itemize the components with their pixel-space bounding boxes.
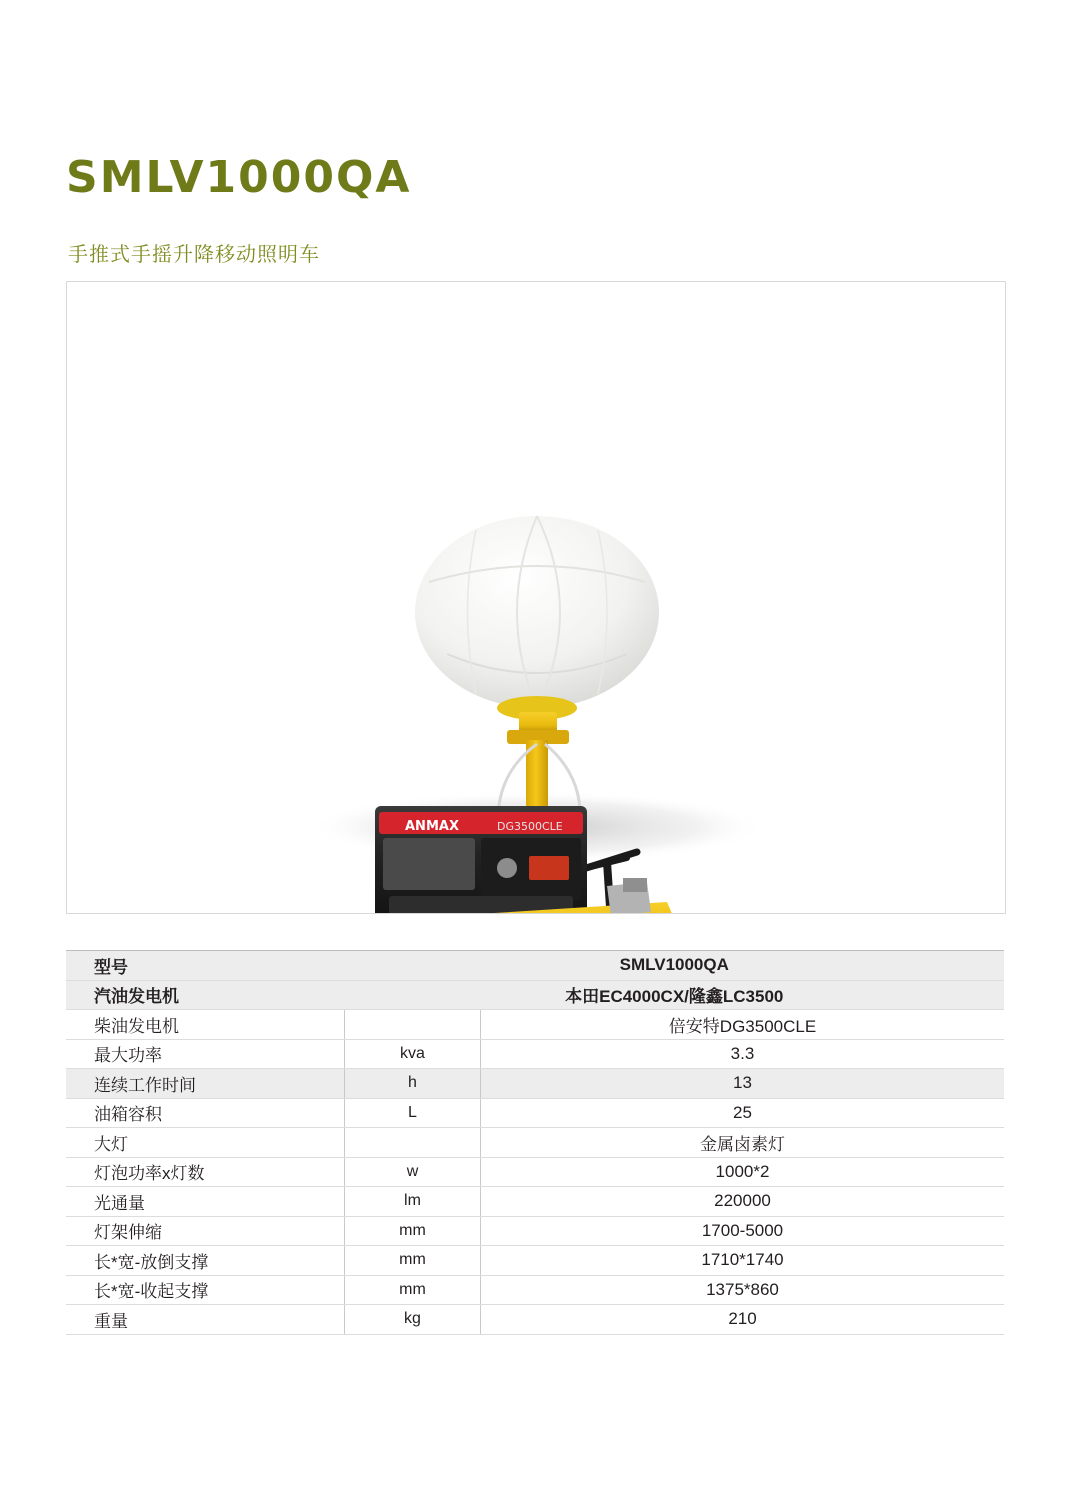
spec-unit-cell: mm bbox=[345, 1246, 481, 1276]
spec-value-cell: 3.3 bbox=[481, 1039, 1005, 1069]
table-row bbox=[66, 1246, 1004, 1276]
spec-name-cell: 灯架伸缩 bbox=[66, 1216, 345, 1246]
spec-name-cell: 汽油发电机 bbox=[66, 980, 345, 1010]
spec-value-cell: 1000*2 bbox=[481, 1157, 1005, 1187]
spec-name-cell: 最大功率 bbox=[66, 1039, 345, 1069]
spec-unit-cell bbox=[345, 1010, 481, 1040]
table-row bbox=[66, 1128, 1004, 1158]
specification-table bbox=[66, 950, 1004, 1335]
spec-name-cell: 柴油发电机 bbox=[66, 1010, 345, 1040]
table-row bbox=[66, 1275, 1004, 1305]
spec-value-cell: SMLV1000QA bbox=[345, 951, 1005, 981]
spec-unit-cell: h bbox=[345, 1069, 481, 1099]
spec-value-cell: 210 bbox=[481, 1305, 1005, 1335]
spec-name-cell: 长*宽-收起支撑 bbox=[66, 1275, 345, 1305]
spec-unit-cell: mm bbox=[345, 1275, 481, 1305]
spec-name-cell: 灯泡功率x灯数 bbox=[66, 1157, 345, 1187]
spec-unit-cell: lm bbox=[345, 1187, 481, 1217]
spec-value-cell: 金属卤素灯 bbox=[481, 1128, 1005, 1158]
page-subtitle: 手推式手摇升降移动照明车 bbox=[68, 244, 320, 266]
table-row bbox=[66, 1187, 1004, 1217]
spec-unit-cell: kva bbox=[345, 1039, 481, 1069]
table-row bbox=[66, 1305, 1004, 1335]
table-row bbox=[66, 1098, 1004, 1128]
table-row bbox=[66, 1069, 1004, 1099]
spec-name-cell: 型号 bbox=[66, 951, 345, 981]
table-row bbox=[66, 1010, 1004, 1040]
spec-table-body bbox=[66, 951, 1004, 1335]
svg-text:ANMAX: ANMAX bbox=[405, 819, 459, 834]
spec-value-cell: 1700-5000 bbox=[481, 1216, 1005, 1246]
spec-name-cell: 光通量 bbox=[66, 1187, 345, 1217]
spec-name-cell: 长*宽-放倒支撑 bbox=[66, 1246, 345, 1276]
spec-unit-cell: kg bbox=[345, 1305, 481, 1335]
table-row bbox=[66, 951, 1004, 981]
spec-value-cell: 1710*1740 bbox=[481, 1246, 1005, 1276]
balloon-light bbox=[415, 516, 659, 720]
generator-unit bbox=[375, 806, 587, 913]
spec-value-cell: 倍安特DG3500CLE bbox=[481, 1010, 1005, 1040]
spec-value-cell: 本田EC4000CX/隆鑫LC3500 bbox=[345, 980, 1005, 1010]
spec-unit-cell: L bbox=[345, 1098, 481, 1128]
table-row bbox=[66, 1039, 1004, 1069]
spec-name-cell: 油箱容积 bbox=[66, 1098, 345, 1128]
spec-unit-cell bbox=[345, 1128, 481, 1158]
spec-name-cell: 大灯 bbox=[66, 1128, 345, 1158]
spec-name-cell: 连续工作时间 bbox=[66, 1069, 345, 1099]
spec-value-cell: 220000 bbox=[481, 1187, 1005, 1217]
spec-unit-cell: mm bbox=[345, 1216, 481, 1246]
table-row bbox=[66, 1157, 1004, 1187]
product-photo bbox=[67, 282, 1005, 913]
page-title: SMLV1000QA bbox=[66, 152, 412, 203]
table-row bbox=[66, 1216, 1004, 1246]
svg-text:DG3500CLE: DG3500CLE bbox=[497, 820, 563, 833]
spec-unit-cell: w bbox=[345, 1157, 481, 1187]
product-image-frame bbox=[66, 281, 1006, 914]
spec-name-cell: 重量 bbox=[66, 1305, 345, 1335]
spec-value-cell: 25 bbox=[481, 1098, 1005, 1128]
spec-value-cell: 13 bbox=[481, 1069, 1005, 1099]
spec-value-cell: 1375*860 bbox=[481, 1275, 1005, 1305]
table-row bbox=[66, 980, 1004, 1010]
